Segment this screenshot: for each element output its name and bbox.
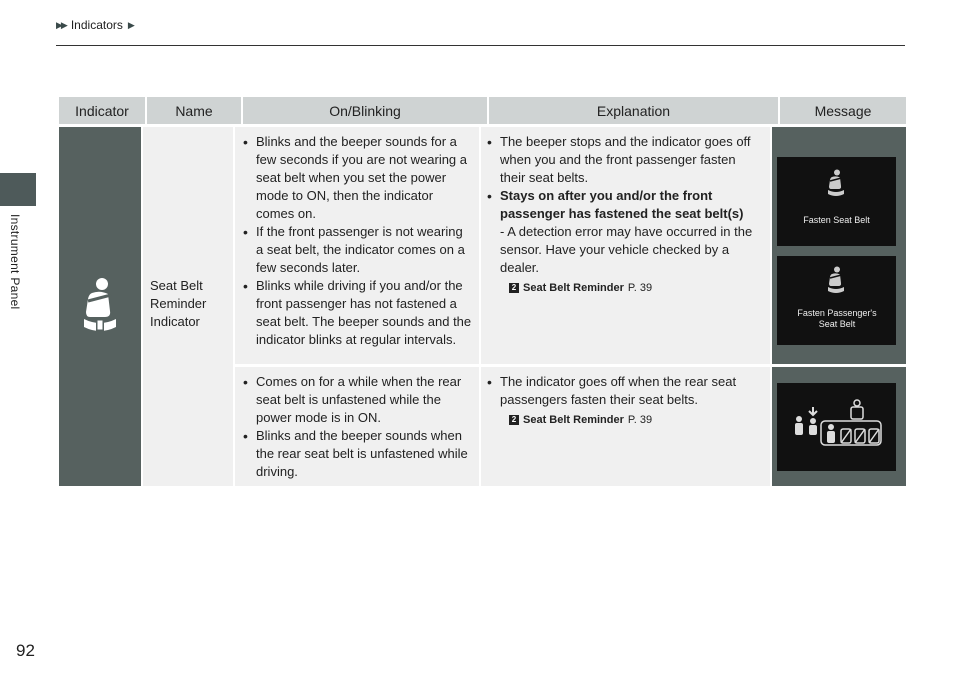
header-divider (56, 45, 905, 46)
table-rows (235, 127, 906, 486)
bold-statement: Stays on after you and/or the front passenger has fastened the seat belt(s) (500, 188, 744, 221)
page-number: 92 (16, 641, 35, 660)
breadcrumb-arrow-icon: ▶ (127, 19, 135, 30)
section-tab-marker (0, 173, 36, 206)
list-item: • Blinks and the beeper sounds for a few seconds if you are not wearing a seat belt when you set the power mode to ON, then the indicator comes on. (243, 133, 473, 223)
explanation-detail: - A detection error may have occurred in the sensor. Have your vehicle checked by a dealer. (500, 224, 753, 275)
column-header-explanation: Explanation (489, 97, 780, 124)
list-item: • The beeper stops and the indicator goes off when you and the front passenger fasten their seat belts. (487, 133, 764, 187)
message-screen (777, 256, 896, 345)
reference-title: Seat Belt Reminder (523, 282, 624, 294)
message-screen (777, 383, 896, 471)
breadcrumb (56, 18, 135, 32)
list-item: • If the front passenger is not wearing a seat belt, the indicator comes on a few seconds later. (243, 223, 473, 277)
table-header-row (59, 97, 906, 124)
cross-reference-link[interactable] (487, 279, 764, 297)
table-row (235, 367, 906, 486)
on-blinking-cell (235, 367, 479, 486)
column-header-indicator: Indicator (59, 97, 147, 124)
name-line: Reminder (150, 296, 207, 311)
reference-icon: 2 (509, 415, 519, 425)
message-screen (777, 157, 896, 246)
breadcrumb-arrows: ▶▶ (56, 19, 66, 30)
column-header-on-blinking: On/Blinking (243, 97, 489, 124)
message-cell (772, 367, 906, 486)
indicators-table (59, 97, 906, 486)
table-row (235, 127, 906, 364)
breadcrumb-link[interactable]: Indicators (70, 18, 123, 32)
list-item: • Blinks and the beeper sounds when the rear seat belt is unfastened while driving. (243, 427, 473, 481)
indicator-cell (59, 127, 141, 486)
seat-belt-icon (825, 169, 847, 199)
message-text: Fasten Passenger's Seat Belt (797, 308, 877, 329)
message-cell (772, 127, 906, 364)
reference-title: Seat Belt Reminder (523, 414, 624, 426)
name-line: Indicator (150, 314, 200, 329)
explanation-cell (481, 367, 770, 486)
rear-seat-belt-status-icon (785, 399, 889, 459)
list-item: • Comes on for a while when the rear seat belt is unfastened while the power mode is in ON. (243, 373, 473, 427)
column-header-name: Name (147, 97, 243, 124)
section-side-label: Instrument Panel (8, 214, 22, 310)
name-line: Seat Belt (150, 278, 203, 293)
reference-page: P. 39 (627, 414, 653, 426)
reference-page: P. 39 (627, 282, 653, 294)
message-text: Fasten Seat Belt (803, 215, 870, 225)
list-item: • Blinks while driving if you and/or the front passenger has not fastened a seat belt. The beeper sounds and the indicator blinks at regular intervals. (243, 277, 473, 349)
list-item: • The indicator goes off when the rear seat passengers fasten their seat belts. (487, 373, 764, 409)
list-item (487, 187, 764, 277)
explanation-cell (481, 127, 770, 364)
seat-belt-reminder-icon (78, 277, 122, 337)
seat-belt-icon (825, 266, 847, 296)
on-blinking-cell (235, 127, 479, 364)
name-cell (143, 127, 233, 486)
reference-icon: 2 (509, 283, 519, 293)
table-body (59, 127, 906, 486)
cross-reference-link[interactable] (487, 411, 764, 429)
column-header-message: Message (814, 102, 872, 119)
